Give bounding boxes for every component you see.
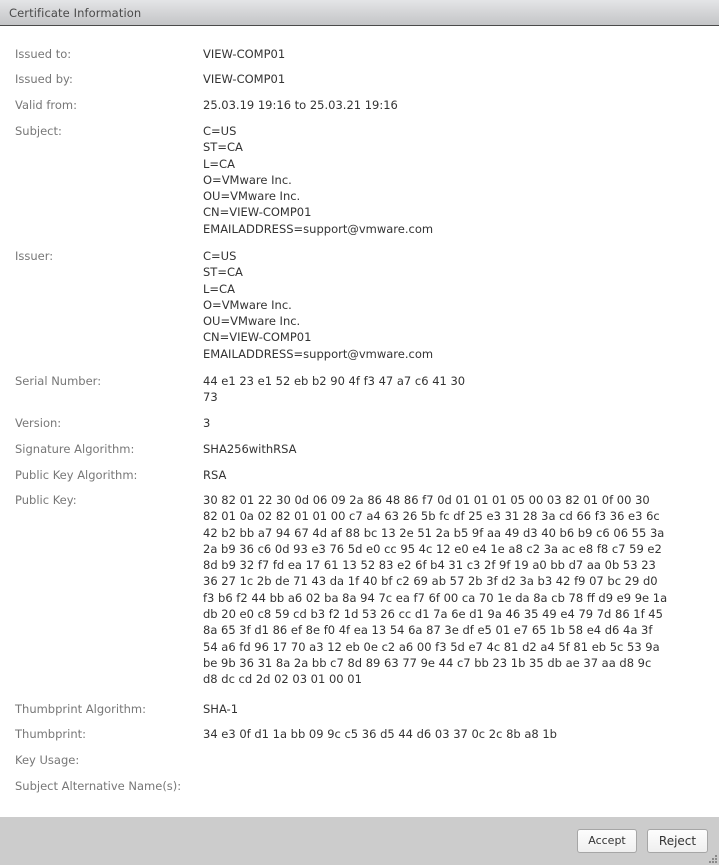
field-value-line: EMAILADDRESS=support@vmware.com (203, 221, 434, 236)
field-value-line: 36 27 1c 2b de 71 43 da 1f 40 bf c2 69 ab 57 2b 3f d2 3a b3 42 f9 07 bc 29 d0 (203, 574, 658, 589)
field-value-line: VIEW-COMP01 (203, 47, 286, 61)
field-value-line: C=US (203, 124, 237, 138)
dialog-header (0, 0, 719, 26)
dialog-footer (0, 817, 719, 865)
field-value-line: O=VMware Inc. (203, 297, 292, 312)
field-value (203, 248, 703, 362)
field-label: Public Key: (15, 493, 77, 507)
field-value-line: 34 e3 0f d1 1a bb 09 9c c5 36 d5 44 d6 03 37 0c 2c 8b a8 1b (203, 727, 557, 741)
field-value (203, 97, 703, 113)
field-label: Serial Number: (15, 374, 102, 388)
field-value-line: 8a 65 3f d1 86 ef 8e f0 4f ea 13 54 6a 87 3e df e5 01 e7 65 1b 58 e4 d6 4a 3f (203, 623, 653, 638)
field-value-line: 73 (203, 390, 218, 405)
field-value (203, 415, 703, 431)
field-value-line: 2a b9 36 c6 0d 93 e3 76 5d e0 cc 95 4c 12 e0 e4 1e a8 c2 3a ac e8 f8 c7 59 e2 (203, 541, 662, 556)
field-value (203, 373, 703, 406)
field-value (203, 441, 703, 457)
certificate-details (0, 27, 719, 817)
field-value-line: CN=VIEW-COMP01 (203, 205, 312, 220)
field-value (203, 71, 703, 87)
field-label: Signature Algorithm: (15, 442, 135, 456)
field-value-line: db 20 e0 c8 59 cd b3 f2 1d 53 26 cc d1 7a 6e d1 9a 46 35 49 e4 79 7d 86 1f 45 (203, 607, 663, 622)
field-value-line: VIEW-COMP01 (203, 72, 286, 86)
field-value-line: 44 e1 23 e1 52 eb b2 90 4f f3 47 a7 c6 41 30 (203, 374, 466, 388)
field-value (203, 467, 703, 483)
field-label: Public Key Algorithm: (15, 468, 138, 482)
field-value-line: 8d b9 32 f7 fd ea 17 61 13 52 83 e2 6f b4 31 c3 2f 9f 19 a0 bb d7 aa 0b 53 23 (203, 558, 656, 573)
field-value (203, 701, 703, 717)
field-label: Issued by: (15, 72, 73, 86)
field-value-line: d8 dc cd 2d 02 03 01 00 01 (203, 672, 362, 687)
field-value (203, 123, 703, 237)
field-value-line: RSA (203, 468, 227, 482)
accept-button[interactable]: Accept (577, 829, 637, 853)
field-value-line: 42 b2 bb a7 94 67 4d af 88 bc 13 2e 51 2a b5 9f aa 49 d3 40 b6 b9 c6 06 55 3a (203, 525, 665, 540)
field-label: Thumbprint: (15, 727, 86, 741)
field-value-line: ST=CA (203, 265, 243, 280)
field-value-line: 30 82 01 22 30 0d 06 09 2a 86 48 86 f7 0d 01 01 01 05 00 03 82 01 0f 00 30 (203, 493, 650, 507)
field-value-line: 25.03.19 19:16 to 25.03.21 19:16 (203, 98, 398, 112)
field-value (203, 726, 703, 742)
field-value-line: OU=VMware Inc. (203, 314, 301, 329)
field-label: Key Usage: (15, 753, 80, 767)
field-label: Subject: (15, 124, 62, 138)
field-value-line: L=CA (203, 156, 235, 171)
field-value-line: f3 b6 f2 44 bb a6 02 ba 8a 94 7c ea f7 6f 00 ca 70 1e da 8a cb 78 ff d9 e9 9e 1a (203, 590, 668, 605)
field-value-line: SHA256withRSA (203, 442, 297, 456)
field-value-line: 3 (203, 416, 211, 430)
field-value-line: 54 a6 fd 96 17 70 a3 12 eb 0e c2 a6 00 f3 5d e7 4c 81 d2 a4 5f 81 eb 5c 53 9a (203, 639, 660, 654)
reject-button[interactable]: Reject (647, 829, 708, 853)
field-value (203, 492, 703, 688)
field-value-line: ST=CA (203, 140, 243, 155)
field-value-line: be 9b 36 31 8a 2a bb c7 8d 89 63 77 9e 44 c7 bb 23 1b 35 db ae 37 aa d8 9c (203, 655, 652, 670)
field-label: Issuer: (15, 249, 54, 263)
field-label: Valid from: (15, 98, 78, 112)
field-label: Subject Alternative Name(s): (15, 779, 182, 793)
field-label: Thumbprint Algorithm: (15, 702, 146, 716)
resize-grip-icon[interactable] (708, 854, 717, 863)
field-value-line: L=CA (203, 281, 235, 296)
field-value-line: SHA-1 (203, 702, 239, 716)
field-label: Issued to: (15, 47, 72, 61)
field-value-line: 82 01 0a 02 82 01 01 00 c7 a4 63 26 5b fc df 25 e3 31 28 3a cd 66 f3 36 e3 6c (203, 509, 660, 524)
field-value-line: CN=VIEW-COMP01 (203, 330, 312, 345)
field-value-line: EMAILADDRESS=support@vmware.com (203, 346, 434, 361)
field-value (203, 46, 703, 62)
field-value-line: OU=VMware Inc. (203, 189, 301, 204)
dialog-title: Certificate Information (9, 6, 142, 20)
field-value-line: O=VMware Inc. (203, 172, 292, 187)
field-label: Version: (15, 416, 62, 430)
field-value-line: C=US (203, 249, 237, 263)
